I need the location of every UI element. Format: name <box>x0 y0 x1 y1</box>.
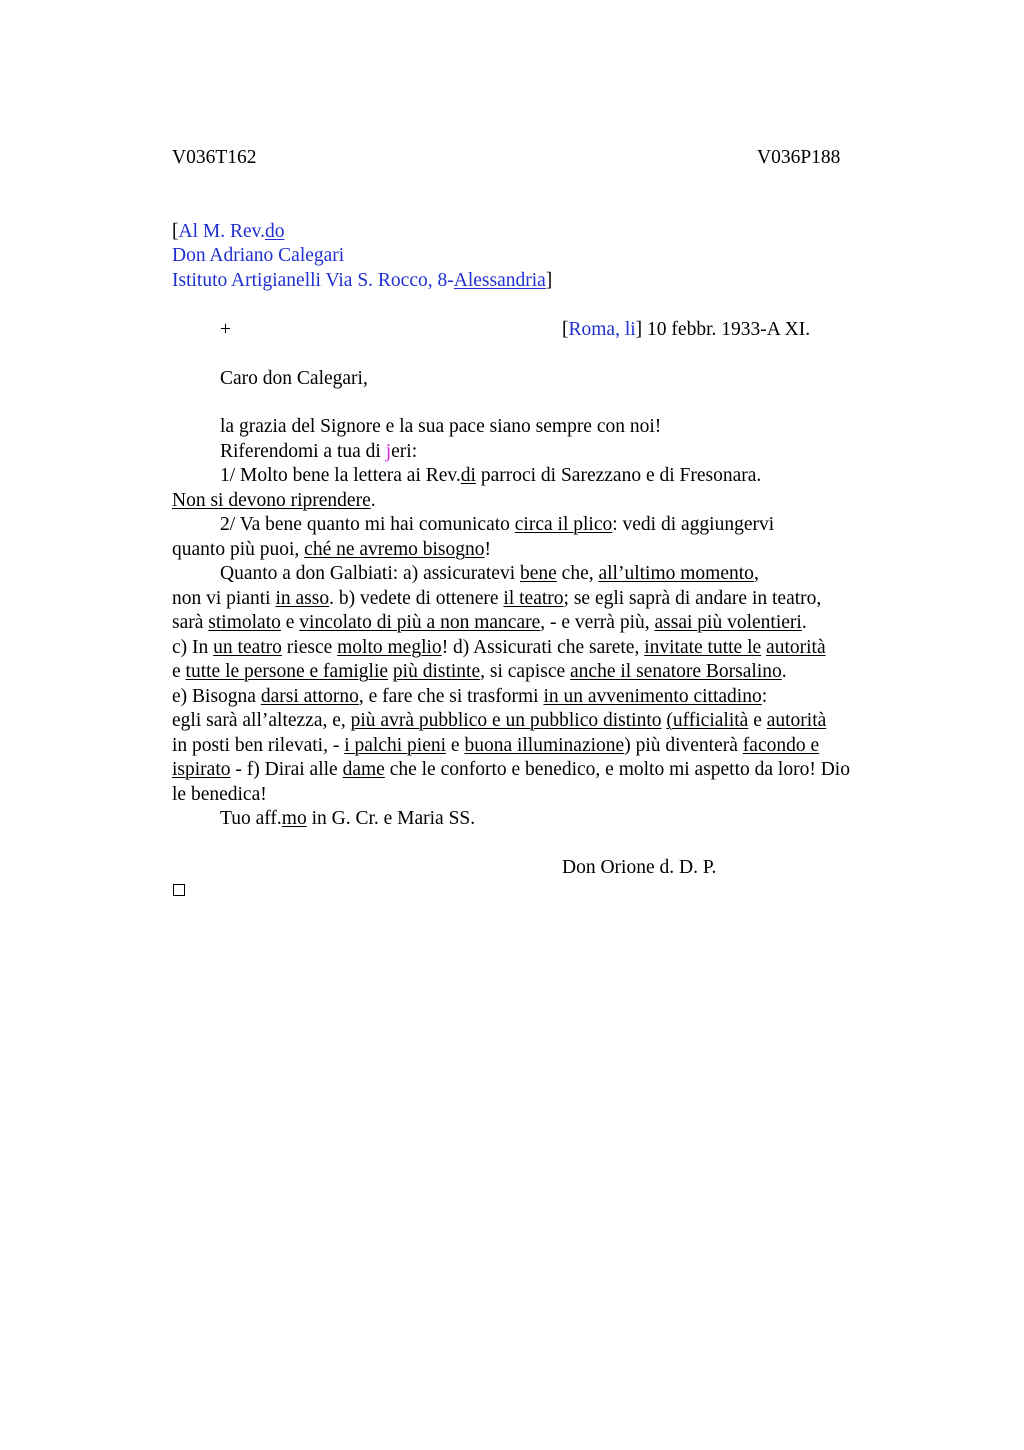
bracket-close: ] <box>545 270 553 291</box>
document-code-right: V036P188 <box>757 147 841 168</box>
body-line-10: c) In un teatro riesce molto meglio! d) Assicurati che sarete, invitate tutte le autorità <box>172 637 826 658</box>
dateline-place: Roma, li <box>568 319 636 340</box>
dateline-date: 10 febbr. 1933-A XI. <box>642 319 811 340</box>
body-line-12: e) Bisogna darsi attorno, e fare che si trasformi in un avvenimento cittadino: <box>172 686 768 707</box>
body-line-6: quanto più puoi, ché ne avremo bisogno! <box>172 539 491 560</box>
cross-mark: + <box>220 319 231 340</box>
address-recipient-title: Al M. Rev. <box>178 221 265 242</box>
body-line-16: le benedica! <box>172 784 267 805</box>
body-line-4: Non si devono riprendere. <box>172 490 376 511</box>
body-line-11: e tutte le persone e famiglie più distinte, si capisce anche il senatore Borsalino. <box>172 661 787 682</box>
document-code-left: V036T162 <box>172 147 257 168</box>
body-line-14: in posti ben rilevati, - i palchi pieni e buona illuminazione) più diventerà facondo e <box>172 735 820 756</box>
body-line-7: Quanto a don Galbiati: a) assicuratevi bene che, all’ultimo momento, <box>220 563 759 584</box>
closing-line: Tuo aff.mo in G. Cr. e Maria SS. <box>220 808 476 829</box>
address-recipient-title-suffix: do <box>264 221 285 242</box>
body-line-15: ispirato - f) Dirai alle dame che le conforto e benedico, e molto mi aspetto da loro! Dio <box>172 759 850 780</box>
body-line-9: sarà stimolato e vincolato di più a non mancare, - e verrà più, assai più volentieri. <box>172 612 807 633</box>
square-box-icon <box>173 884 185 896</box>
body-line-2: Riferendomi a tua di jeri: <box>220 441 418 462</box>
body-line-3: 1/ Molto bene la lettera ai Rev.di parroci di Sarezzano e di Fresonara. <box>220 465 762 486</box>
highlighted-letter: j <box>385 441 392 462</box>
address-line-1 <box>172 220 284 244</box>
address-line-3 <box>172 269 552 293</box>
salutation: Caro don Calegari, <box>220 368 368 389</box>
address-city: Alessandria <box>453 270 546 291</box>
bracket-open: [ <box>562 319 569 340</box>
bracket-close: ] <box>635 319 643 340</box>
address-line-2: Don Adriano Calegari <box>172 245 345 266</box>
body-line-5: 2/ Va bene quanto mi hai comunicato circa il plico: vedi di aggiungervi <box>220 514 775 535</box>
dateline <box>562 318 810 342</box>
body-line-1: la grazia del Signore e la sua pace siano sempre con noi! <box>220 416 662 437</box>
body-line-8: non vi pianti in asso. b) vedete di ottenere il teatro; se egli saprà di andare in teatro, <box>172 588 822 609</box>
body-line-13: egli sarà all’altezza, e, più avrà pubblico e un pubblico distinto (ufficialità e autorità <box>172 710 827 731</box>
signature: Don Orione d. D. P. <box>562 857 717 878</box>
bracket-open: [ <box>172 221 179 242</box>
address-street: Istituto Artigianelli Via S. Rocco, 8- <box>172 270 454 291</box>
